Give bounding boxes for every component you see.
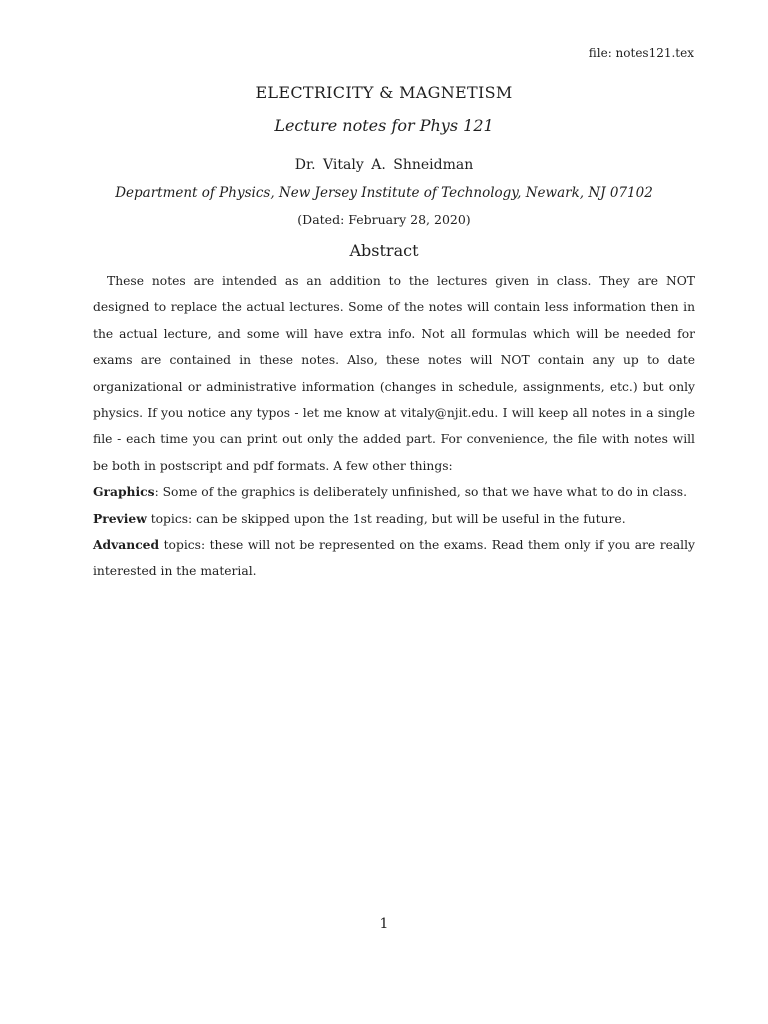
graphics-text: : Some of the graphics is deliberately unfinished, so that we have what to do in class. — [154, 485, 688, 500]
page-number: 1 — [379, 916, 389, 932]
abstract-preview-paragraph — [93, 506, 695, 532]
abstract-body — [93, 268, 695, 585]
file-label: file: notes121.tex — [588, 46, 694, 60]
author-name: Dr. Vitaly A. Shneidman — [294, 157, 474, 173]
abstract-heading: Abstract — [349, 241, 419, 260]
abstract-intro-paragraph: These notes are intended as an addition to the lectures given in class. They are NOT designed to replace the actual lectures. Some of the notes will contain less information then in the actual lecture, and some will have extra info. Not all formulas which will be needed for exams are contained in these notes. Also, these notes will NOT contain any up to date organizational or administrative information (changes in schedule, assignments, etc.) but only physics. If you notice any typos - let me know at vitaly@njit.edu. I will keep all notes in a single file - each time you can print out only the added part. For convenience, the file with notes will be both in postscript and pdf formats. A few other things: — [93, 274, 695, 473]
advanced-label: Advanced — [93, 537, 160, 553]
abstract-advanced-paragraph — [93, 532, 695, 585]
graphics-label: Graphics — [93, 484, 155, 500]
advanced-text: topics: these will not be represented on the exams. Read them only if you are really interested in the material. — [93, 538, 695, 579]
document-subtitle: Lecture notes for Phys 121 — [274, 116, 494, 135]
author-affiliation: Department of Physics, New Jersey Institute of Technology, Newark, NJ 07102 — [115, 185, 653, 201]
date-line: (Dated: February 28, 2020) — [297, 212, 471, 227]
preview-text: topics: can be skipped upon the 1st reading, but will be useful in the future. — [146, 511, 626, 526]
abstract-graphics-paragraph — [93, 479, 695, 505]
preview-label: Preview — [93, 510, 147, 526]
document-title: ELECTRICITY & MAGNETISM — [255, 83, 513, 102]
